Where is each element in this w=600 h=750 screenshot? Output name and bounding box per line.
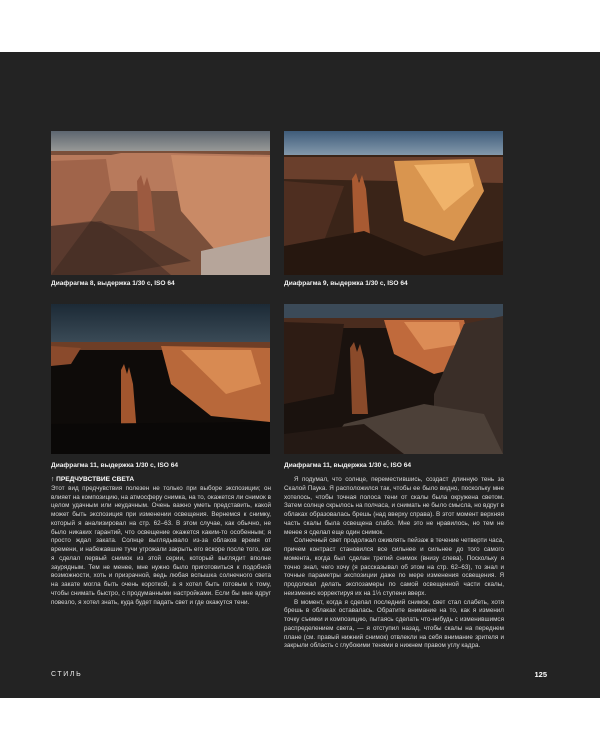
photo-caption: Диафрагма 11, выдержка 1/30 с, ISO 64	[51, 462, 179, 469]
photo-caption: Диафрагма 9, выдержка 1/30 с, ISO 64	[284, 280, 408, 287]
running-footer-section: СТИЛЬ	[51, 671, 83, 678]
canyon-dark-storm-photo	[51, 304, 270, 454]
body-paragraph: Этот вид предчувствия полезен не только при выборе экспозиции; он влияет на композицию, на атмосферу снимка, на то, окажется ли снимок в целом удачным или неудачным. Очень важно уметь представить, какой может быть экспозиция при изменении освещения. Вернемся к снимку, который я анализировал на стр. 62–63. В этом случае, как обычно, не было никаких гарантий, что освещение окажется каким-то особенным; я просто ждал заката. Солнце выглядывало из-за облаков время от времени, и набежавшие тучи угрожали закрыть его вскоре после того, как я сделал первый снимок из этой серии, который выглядит вполне заурядным. Тем не менее, мне нужно было приготовиться к подобной возможности, хоть и призрачной, ведь любая вспышка солнечного света на закате могла быть очень короткой, а я хотел быть готовым к тому, чтобы снимать быстро, с продуманными настройками. Если бы мне вдруг повезло, я хотел знать, куда будет падать свет и где окажутся тени.	[51, 484, 271, 606]
body-paragraph: Солнечный свет продолжал оживлять пейзаж в течение четверти часа, причем контраст становился все сильнее и сильнее до того самого момента, когда был сделан третий снимок (внизу слева). Поскольку я точно знал, чего хочу (я рассказывал об этом на стр. 62–63), то знал и точные параметры экспозиции даже по мере изменения освещения. Я продолжал делать экспозамеры по самой освещенной части скалы, неизменно корректируя их на 1⅓ ступени вверх.	[284, 537, 504, 597]
canyon-dusk-photo	[51, 131, 270, 275]
body-paragraph: В момент, когда я сделал последний снимок, свет стал слабеть, хотя брешь в облаках оставалась. Обратите внимание на то, как я изменил точку съемки и композицию, пытаясь сделать что-нибудь с изменившимся распределением света, — я отступил назад, чтобы скалы на переднем плане (см. правый нижний снимок) отвлекли на себя внимание зрителя и закрыли область с глубокими тенями в нижнем правом углу кадра.	[284, 598, 504, 650]
page-number: 125	[534, 670, 547, 679]
section-heading: ↑ ПРЕДЧУВСТВИЕ СВЕТА	[51, 476, 135, 483]
right-text-column	[284, 476, 504, 651]
body-paragraph: Я подумал, что солнце, переместившись, создаст длинную тень за Скалой Паука. Я расположился так, чтобы ее было видно, поскольку мне хотелось, чтобы точная полоса тени от скалы была окружена светом. Затем солнце скрылось на полчаса, и снимать не было смысла, но вдруг в облаках образовалась брешь (над вверху справа). В этот момент верхняя часть скалы была освещена слабо. Мне это не нравилось, но тем не менее я сделал еще один снимок.	[284, 476, 504, 536]
left-text-column	[51, 476, 271, 607]
photo-caption: Диафрагма 8, выдержка 1/30 с, ISO 64	[51, 280, 175, 287]
canyon-last-light-photo	[284, 304, 503, 454]
canyon-sunlit-photo	[284, 131, 503, 275]
photo-caption: Диафрагма 11, выдержка 1/30 с, ISO 64	[284, 462, 412, 469]
